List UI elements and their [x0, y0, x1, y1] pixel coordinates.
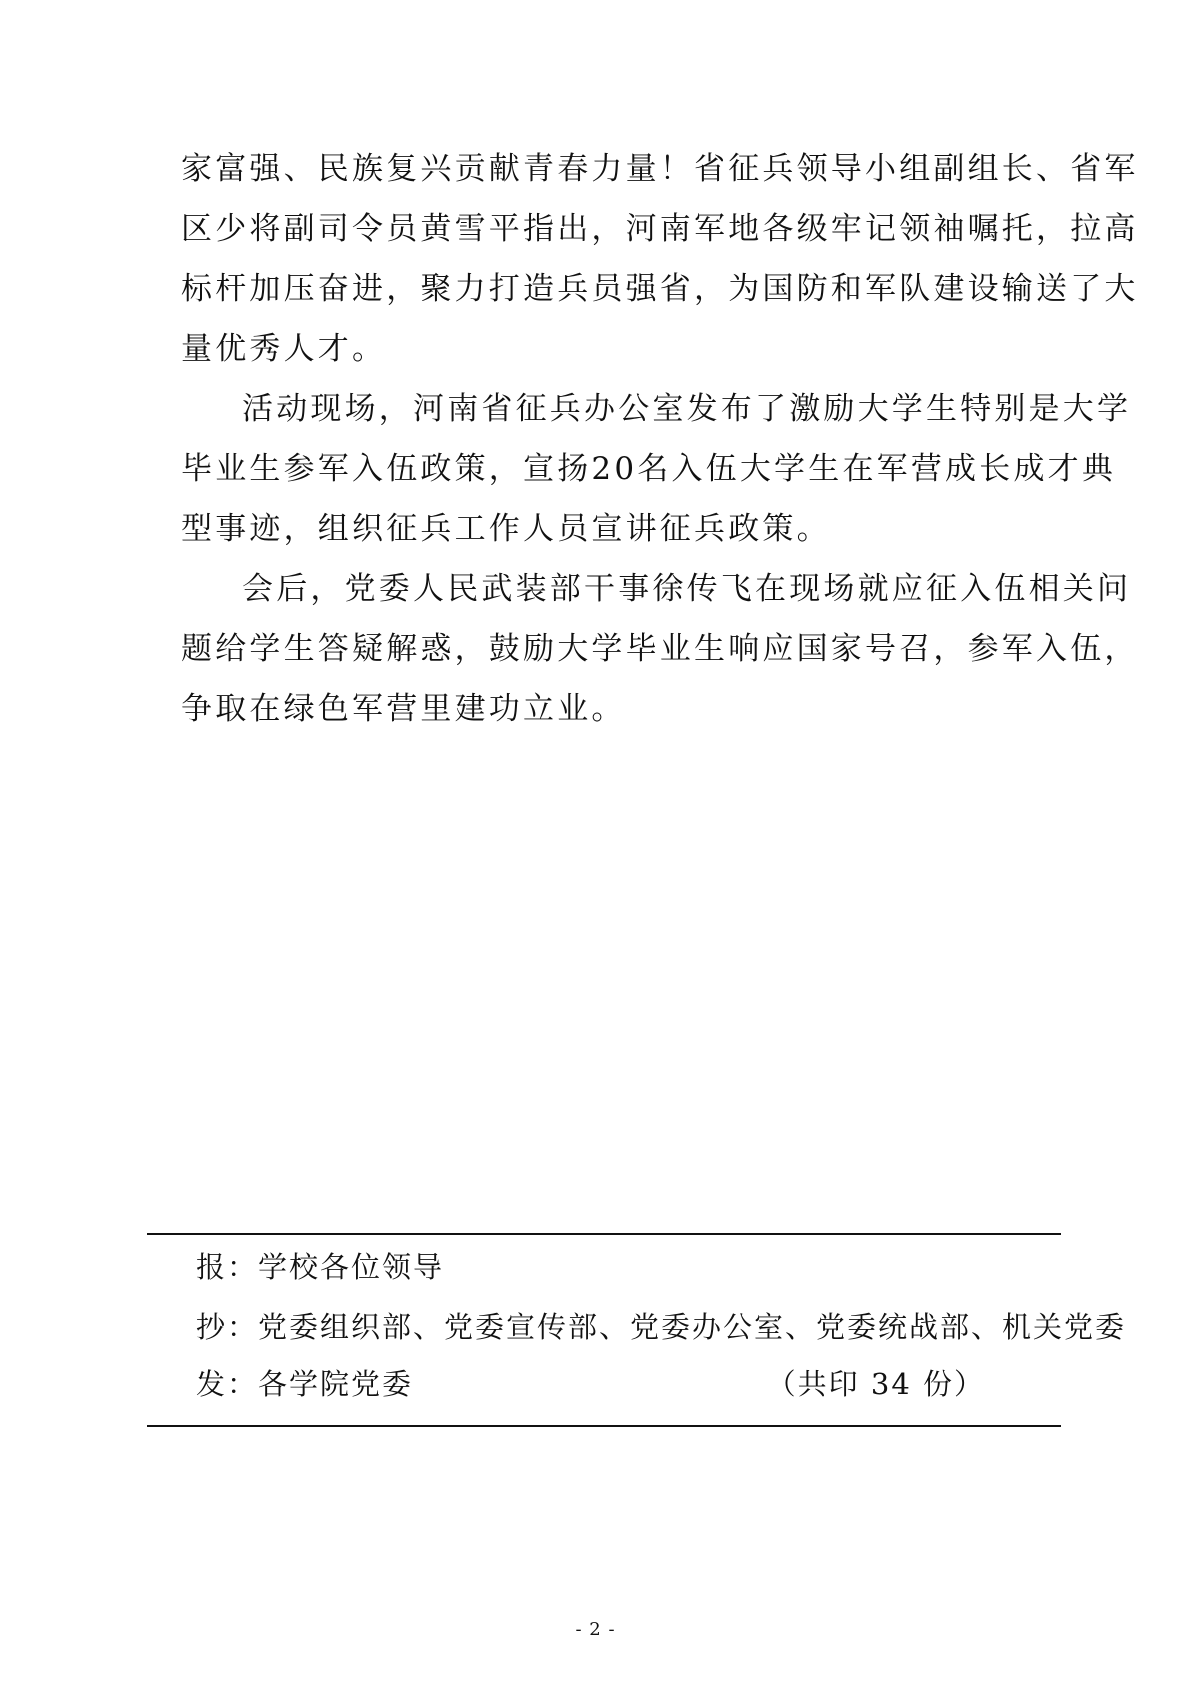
- copies-count: （共印 34 份）: [766, 1367, 985, 1401]
- distribution-bottom-rule: [147, 1425, 1061, 1427]
- body-line: 量优秀人才。: [181, 331, 387, 367]
- distribution-top-rule: [147, 1233, 1061, 1235]
- distribution-send-label: 发：: [196, 1367, 259, 1401]
- distribution-copy-label: 抄：: [196, 1310, 259, 1344]
- body-line: 家富强、民族复兴贡献青春力量！省征兵领导小组副组长、省军: [181, 151, 1139, 187]
- body-line: 毕业生参军入伍政策，宣扬20名入伍大学生在军营成长成才典: [181, 451, 1117, 487]
- page-number: - 2 -: [575, 1619, 616, 1640]
- distribution-section: [147, 1233, 1127, 1473]
- body-line: 题给学生答疑解惑，鼓励大学毕业生响应国家号召，参军入伍，: [181, 631, 1139, 667]
- body-line: 型事迹，组织征兵工作人员宣讲征兵政策。: [181, 511, 831, 547]
- body-line: 标杆加压奋进，聚力打造兵员强省，为国防和军队建设输送了大: [181, 271, 1139, 307]
- distribution-copy-row: [196, 1309, 1126, 1345]
- distribution-report-value: 学校各位领导: [258, 1250, 445, 1284]
- distribution-report-row: [196, 1249, 444, 1285]
- body-line: 活动现场，河南省征兵办公室发布了激励大学生特别是大学: [242, 391, 1132, 427]
- body-line: 争取在绿色军营里建功立业。: [181, 691, 626, 727]
- body-line: 区少将副司令员黄雪平指出，河南军地各级牢记领袖嘱托，拉高: [181, 211, 1139, 247]
- distribution-send-value: 各学院党委: [258, 1367, 414, 1401]
- distribution-report-label: 报：: [196, 1250, 259, 1284]
- distribution-copy-value: 党委组织部、党委宣传部、党委办公室、党委统战部、机关党委: [258, 1310, 1127, 1344]
- distribution-send-row: [196, 1366, 1061, 1402]
- body-line: 会后，党委人民武装部干事徐传飞在现场就应征入伍相关问: [242, 571, 1132, 607]
